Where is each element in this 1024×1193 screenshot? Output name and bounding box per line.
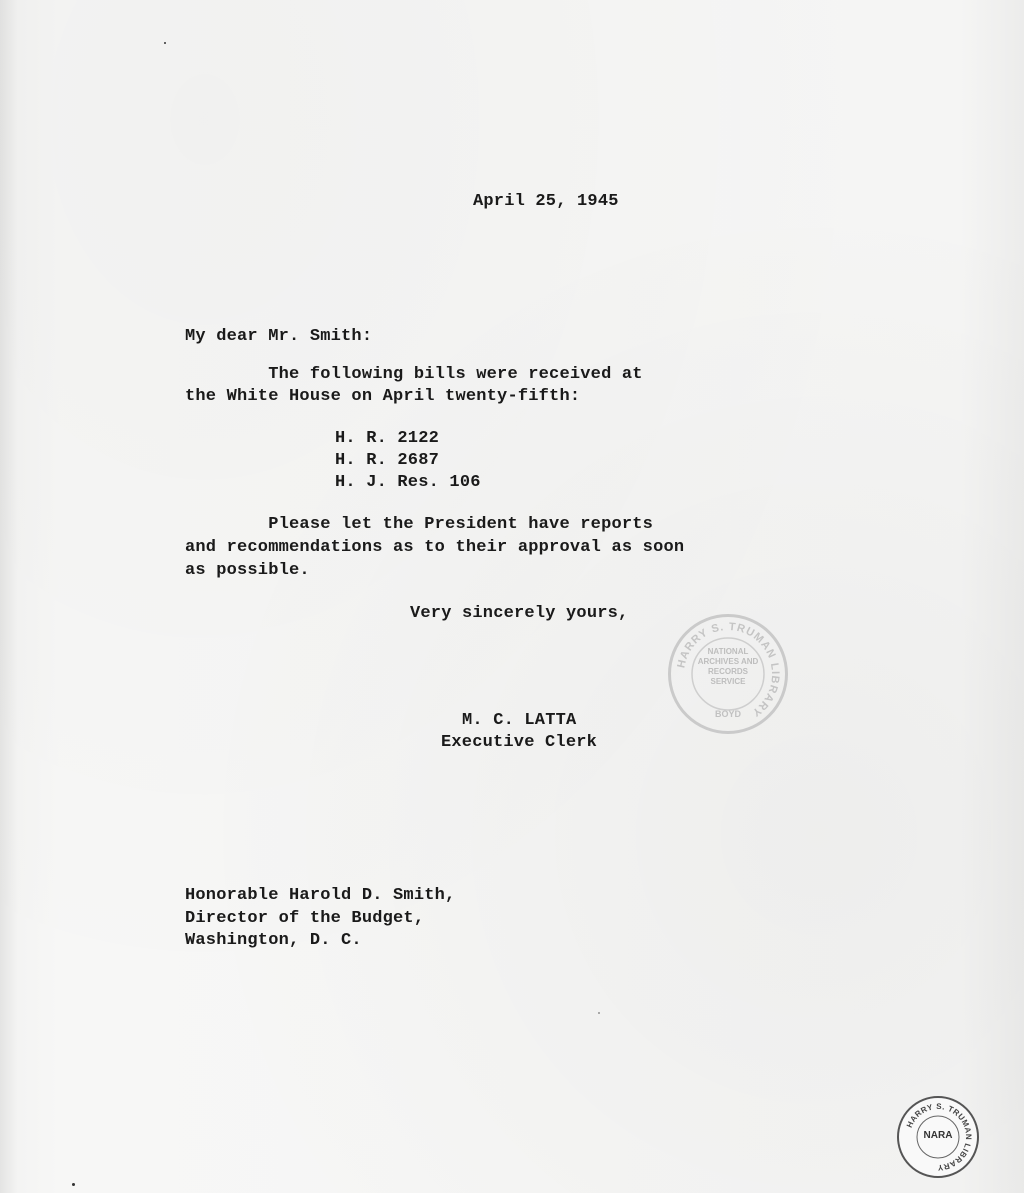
paragraph-1-line-1: The following bills were received at: [185, 365, 643, 384]
archive-stamp: [668, 614, 788, 734]
paper-speck: [72, 1183, 75, 1186]
closing: Very sincerely yours,: [410, 604, 629, 623]
signer-name: M. C. LATTA: [462, 711, 577, 730]
bill-item: H. R. 2122: [335, 429, 440, 448]
nara-seal-center-text: NARA: [923, 1130, 953, 1141]
paper-speck: [598, 1012, 600, 1014]
paper-speck: [164, 42, 166, 44]
bill-item: H. J. Res. 106: [335, 473, 481, 492]
archive-stamp-center: [685, 647, 771, 687]
salutation: My dear Mr. Smith:: [185, 327, 373, 346]
paragraph-2-line-2: and recommendations as to their approval as soon: [185, 538, 685, 557]
nara-seal-ring-text: HARRY S. TRUMAN LIBRARY: [904, 1101, 974, 1173]
paragraph-1-line-2: the White House on April twenty-fifth:: [185, 387, 581, 406]
nara-seal: [897, 1096, 979, 1178]
archive-stamp-line: RECORDS: [707, 667, 748, 676]
letter-date: April 25, 1945: [473, 192, 619, 211]
recipient-line-3: Washington, D. C.: [185, 931, 362, 950]
archive-stamp-bottom: BOYD: [714, 709, 741, 719]
archive-stamp-line: SERVICE: [710, 677, 746, 686]
signer-title: Executive Clerk: [441, 733, 598, 752]
recipient-line-2: Director of the Budget,: [185, 909, 425, 928]
archive-stamp-line: NATIONAL: [707, 647, 749, 656]
archive-stamp-ring-text: HARRY S. TRUMAN LIBRARY: [675, 620, 782, 719]
recipient-line-1: Honorable Harold D. Smith,: [185, 886, 456, 905]
archive-stamp-line: ARCHIVES AND: [697, 657, 759, 666]
paragraph-2-line-1: Please let the President have reports: [185, 515, 654, 534]
bill-item: H. R. 2687: [335, 451, 440, 470]
paragraph-2-line-3: as possible.: [185, 561, 310, 580]
